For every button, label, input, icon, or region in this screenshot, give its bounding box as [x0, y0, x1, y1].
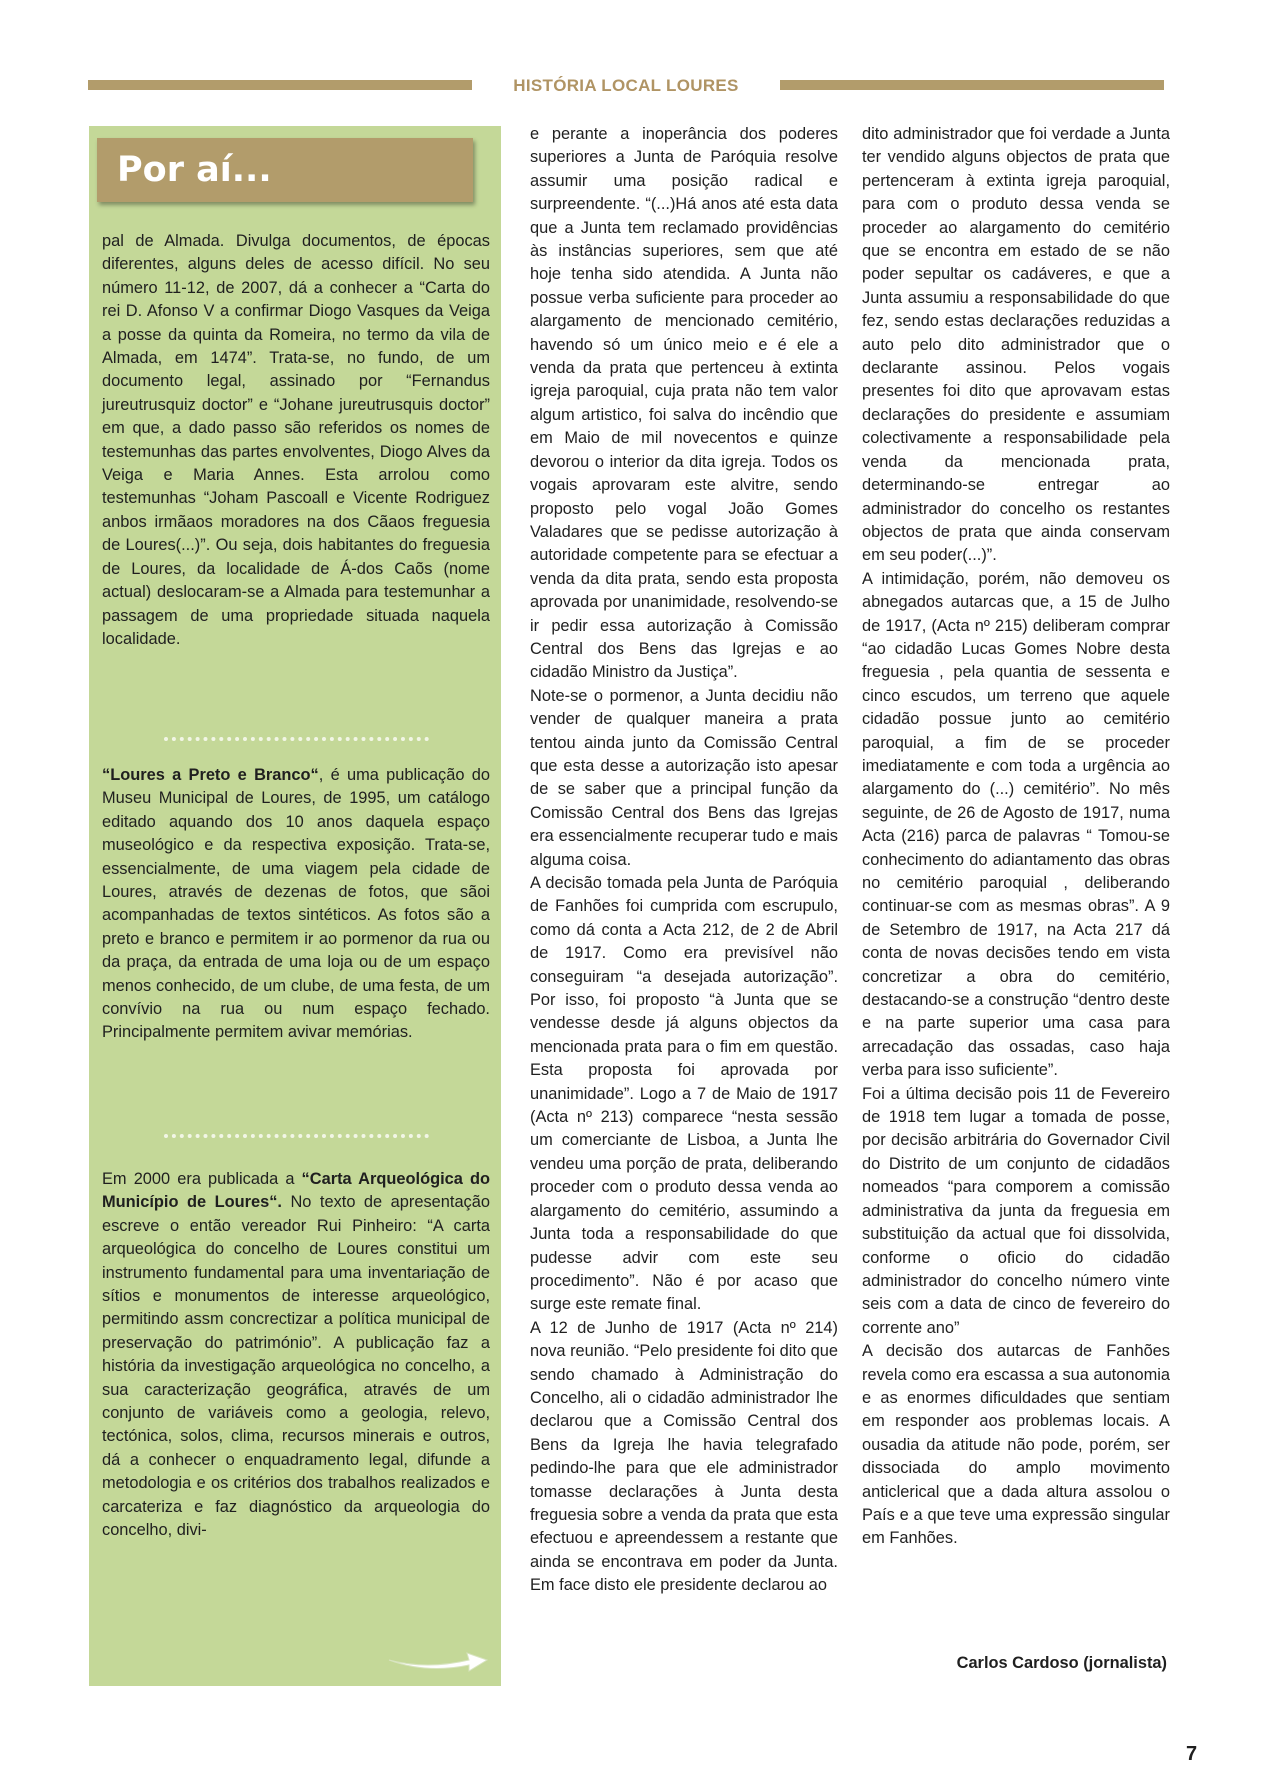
page-number: 7	[1186, 1743, 1198, 1765]
header-rule-left	[88, 80, 472, 90]
dotted-separator	[164, 1134, 429, 1138]
sidebar-paragraph-3	[102, 1168, 490, 1543]
sidebar-paragraph-2	[102, 764, 490, 1045]
author-signature: Carlos Cardoso (jornalista)	[956, 1654, 1167, 1672]
publication-title-bold: “Carta Arqueológica do Município de Loures“.	[102, 1170, 490, 1212]
sidebar-title-box	[97, 138, 473, 202]
sidebar-paragraph-3-intro: Em 2000 era publicada a	[102, 1170, 302, 1188]
article-paragraph: A 12 de Junho de 1917 (Acta nº 214) nova reunião. “Pelo presidente foi dito que sendo chamado à Administração do Concelho, ali o cidadão administrador lhe declarou que a Comissão Central dos Bens da Igreja lhe havia telegrafado pedindo-lhe para que ele administrador tomasse declarações à Junta desta freguesia sobre a venda da prata que esta efectuou e apreendessem a restante que ainda se encontrava em poder da Junta. Em face disto ele presidente declarou ao	[530, 1318, 838, 1595]
sidebar-paragraph-1: pal de Almada. Divulga documentos, de épocas diferentes, alguns deles de acesso difícil. No seu número 11-12, de 2007, dá a conhecer a “Carta do rei D. Afonso V a confirmar Diogo Vasques da Veiga a posse da quinta da Romeira, no termo da vila de Almada, em 1474”. Trata-se, no fundo, de um documento legal, assinado por “Fernandus jureutrusquiz doctor” e “Johane jureutrusquis doctor” em que, a dado passo são referidos os nomes de testemunhas das partes envolventes, Diogo Alves da Veiga e Maria Annes. Esta arrolou como testemunhas “Joham Pascoall e Vicente Rodriguez anbos irmãaos moradores na dos Cãaos freguesia de Loures(...)”. Ou seja, dois habitantes do freguesia de Loures, da localidade de Á-dos Caõs (nome actual) deslocaram-se a Almada para testemunhar a passagem de uma propriedade situada naquela localidade.	[102, 232, 490, 648]
article-paragraph: Note-se o pormenor, a Junta decidiu não vender de qualquer maneira a prata tentou ainda junto da Comissão Central que esta desse a autorização isto apesar de se saber que a principal função da Comissão Central dos Bens das Igrejas era essencialmente recuperar tudo e mais alguma coisa.	[530, 686, 838, 869]
article-paragraph: e perante a inoperância dos poderes superiores a Junta de Paróquia resolve assumir uma posição radical e surpreendente. “(...)Há anos até esta data que a Junta tem reclamado providências às instâncias superiores, sem que até hoje tenha sido atendida. A Junta não possue verba suficiente para proceder ao alargamento de mencionado cemitério, havendo só um único meio e é ele a venda da prata que pertenceu à extinta igreja paroquial, cuja prata não tem valor algum artistico, foi salva do incêndio que em Maio de mil novecentos e quinze devorou o interior da dita igreja. Todos os vogais aprovaram este alvitre, sendo proposto pelo vogal João Gomes Valadares que se pedisse autorização à autoridade competente para se efectuar a venda da dita prata, sendo esta proposta aprovada por unanimidade, resolvendo-se ir pedir essa autorização à Comissão Central dos Bens das Igrejas e ao cidadão Ministro da Justiça”.	[530, 125, 838, 682]
continue-arrow-icon	[387, 1640, 489, 1674]
article-column-2	[530, 123, 838, 1598]
article-paragraph: Foi a última decisão pois 11 de Fevereiro de 1918 tem lugar a tomada de posse, por decisão arbitrária do Governador Civil do Distrito de um conjunto de cidadãos nomeados “para comporem a comissão administrativa da junta da freguesia em substituição da actual que foi dissolvida, conforme o oficio do cidadão administrador do concelho número vinte seis com a data de cinco de fevereiro do corrente ano”	[862, 1084, 1170, 1337]
sidebar-paragraph-3-text: No texto de apresentação escreve o então vereador Rui Pinheiro: “A carta arqueológica do concelho de Loures constitui um instrumento fundamental para uma inventariação de sítios e monumentos de interesse arqueológico, permitindo assm concrectizar a política municipal de preservação do património”. A publicação faz a história da investigação arqueológica no concelho, a sua caracterização geográfica, através de um conjunto de variáveis como a geologia, relevo, tectónica, solos, clima, recursos minerais e outros, dá a conhecer o enquadramento legal, difunde a metodologia e os critérios dos trabalhos realizados e carcateriza e faz diagnóstico da arqueologia do concelho, divi-	[102, 1193, 490, 1540]
article-paragraph: dito administrador que foi verdade a Junta ter vendido alguns objectos de prata que pertenceram à extinta igreja paroquial, para com o produto dessa venda se proceder ao alargamento do cemitério que se encontra em estado de se não poder sepultar os cadáveres, e que a Junta assumiu a responsabilidade do que fez, sendo estas declarações reduzidas a auto pelo dito administrador que o declarante assinou. Pelos vogais presentes foi dito que aprovavam estas declarações do presidente e assumiam colectivamente a responsabilidade pela venda da mencionada prata, determinando-se entregar ao administrador do concelho os restantes objectos de prata que ainda conservam em seu poder(...)”.	[862, 125, 1170, 565]
sidebar-paragraph-2-text: , é uma publicação do Museu Municipal de Loures, de 1995, um catálogo editado aquando dos 10 anos daquela espaço museológico e da respectiva exposição. Trata-se, essencialmente, de uma viagem pela cidade de Loures, através de dezenas de fotos, que sãoi acompanhadas de textos sintéticos. As fotos são a preto e branco e permitem ir ao pormenor da rua ou da praça, da entrada de uma loja ou de um espaço menos conhecido, de um clube, de uma festa, de um convívio na rua ou num espaço fechado. Principalmente permitem avivar memórias.	[102, 766, 490, 1042]
section-title: HISTÓRIA LOCAL LOURES	[513, 76, 739, 95]
sidebar-title: Por aí...	[117, 150, 272, 190]
article-column-3	[862, 123, 1170, 1551]
article-paragraph: A decisão tomada pela Junta de Paróquia de Fanhões foi cumprida com escrupulo, como dá conta a Acta 212, de 2 de Abril de 1917. Como era previsível não conseguiram “a desejada autorização”. Por isso, foi proposto “à Junta que se vendesse desde já alguns objectos da mencionada prata para o fim em questão. Esta proposta foi aprovada por unanimidade”. Logo a 7 de Maio de 1917 (Acta nº 213) comparece “nesta sessão um comerciante de Lisboa, a Junta lhe vendeu uma porção de prata, deliberando proceder com o produto dessa venda ao alargamento do cemitério, assumindo a Junta toda a responsabilidade do que pudesse advir com este seu procedimento”. Não é por acaso que surge este remate final.	[530, 874, 838, 1314]
article-paragraph: A decisão dos autarcas de Fanhões revela como era escassa a sua autonomia e as enormes dificuldades que sentiam em responder aos problemas locais. A ousadia da atitude não pode, porém, ser dissociada do amplo movimento anticlerical que a dada altura assolou o País e a que teve uma expressão singular em Fanhões.	[862, 1342, 1170, 1548]
article-paragraph: A intimidação, porém, não demoveu os abnegados autarcas que, a 15 de Julho de 1917, (Acta nº 215) deliberam comprar “ao cidadão Lucas Gomes Nobre desta freguesia , pela quantia de sessenta e cinco escudos, um terreno que aquele cidadão possue junto ao cemitério paroquial, a fim de se proceder imediatamente e com toda a urgência ao alargamento do (...) cemitério”. No mês seguinte, de 26 de Agosto de 1917, numa Acta (216) parca de palavras “ Tomou-se conhecimento do adiantamento das obras no cemitério paroquial , deliberando continuar-se com as mesmas obras”. A 9 de Setembro de 1917, na Acta 217 dá conta de novas decisões tendo em vista concretizar a obra do cemitério, destacando-se a construção “dentro deste e na parte superior uma casa para arrecadação das ossadas, caso haja verba para isso suficiente”.	[862, 569, 1170, 1080]
publication-title-bold: “Loures a Preto e Branco“	[102, 766, 319, 784]
dotted-separator	[164, 737, 429, 741]
header-rule-right	[780, 80, 1164, 90]
sidebar-box	[89, 126, 501, 1686]
